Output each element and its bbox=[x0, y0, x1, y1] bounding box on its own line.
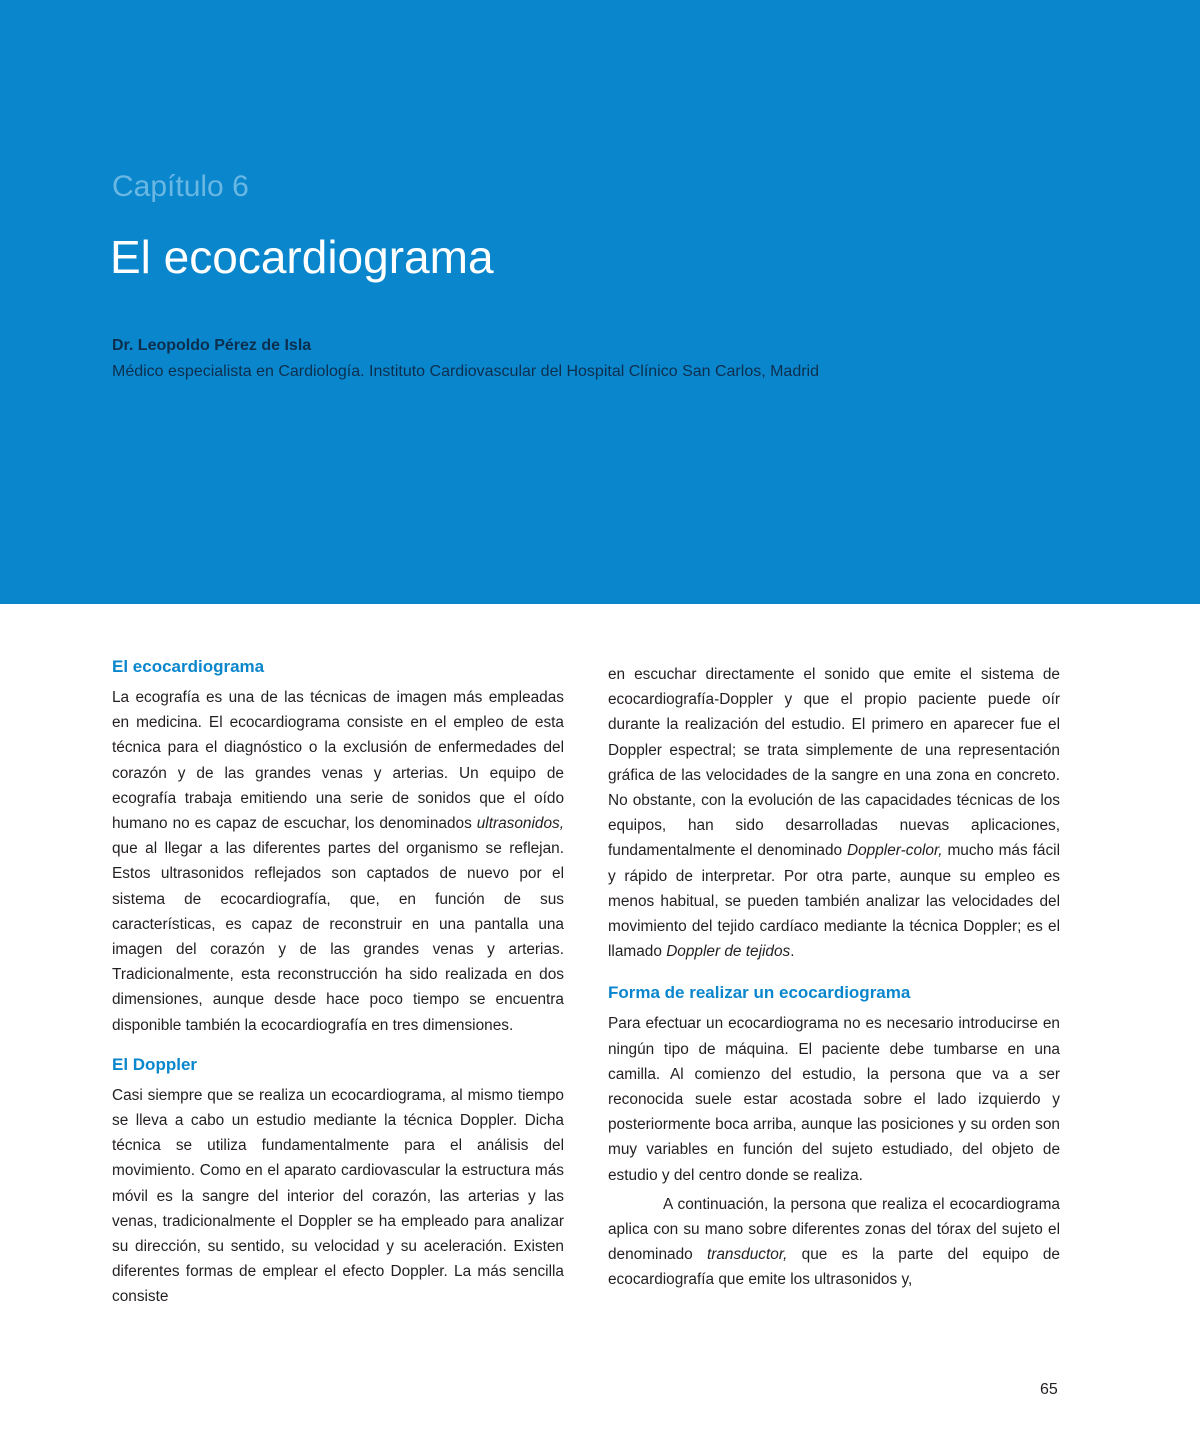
page-title: El ecocardiograma bbox=[110, 231, 494, 283]
author-name: Dr. Leopoldo Pérez de Isla bbox=[112, 337, 312, 354]
paragraph-forma-2: A continuación, la persona que realiza el ecocardiograma aplica con su mano sobre diferentes zonas del tórax del sujeto el denominado transductor, que es la parte del equipo de ecocardiografía que emite los ultrasonidos y, bbox=[608, 1195, 1060, 1289]
author-affiliation: Médico especialista en Cardiología. Instituto Cardiovascular del Hospital Clínico San Carlos, Madrid bbox=[112, 363, 820, 380]
section-heading-ecocardiograma: El ecocardiograma bbox=[112, 657, 265, 676]
paragraph-doppler-part2: en escuchar directamente el sonido que emite el sistema de ecocardiografía-Doppler y que el propio paciente puede oír durante la realización del estudio. El primero en aparecer fue el Doppler espectral; se trata simplemente de una representación gráfica de las velocidades de la sangre en una zona en concreto. No obstante, con la evolución de las capacidades técnicas de los equipos, han sido desarrolladas nuevas aplicaciones, fundamentalmente el denominado Doppler-color, mucho más fácil y rápido de interpretar. Por otra parte, aunque su empleo es menos habitual, se pueden también analizar las velocidades del movimiento del tejido cardíaco mediante la técnica Doppler; es el llamado Doppler de tejidos. bbox=[608, 666, 1060, 961]
chapter-banner bbox=[0, 0, 1200, 604]
right-column bbox=[608, 662, 1060, 1293]
section-heading-forma: Forma de realizar un ecocardiograma bbox=[608, 983, 911, 1003]
paragraph-forma-1: Para efectuar un ecocardiograma no es necesario introducirse en ningún tipo de máquina. El paciente debe tumbarse en una camilla. Al comienzo del estudio, la persona que va a ser reconocida suele estar acostada sobre el lado izquierdo y posteriormente boca arriba, aunque las posiciones y su orden son muy variables en función del sujeto estudiado, del objeto de estudio y del centro donde se realiza. bbox=[608, 1015, 1060, 1184]
paragraph-ecocardiograma: La ecografía es una de las técnicas de imagen más empleadas en medicina. El ecocardiograma consiste en el empleo de esta técnica para el diagnóstico o la exclusión de enfermedades del corazón y de las grandes venas y arterias. Un equipo de ecografía trabaja emitiendo una serie de sonidos que el oído humano no es capaz de escuchar, los denominados ultrasonidos, que al llegar a las diferentes partes del organismo se reflejan. Estos ultrasonidos reflejados son captados de nuevo por el sistema de ecocardiografía, que, en función de sus características, es capaz de reconstruir en una pantalla una imagen del corazón y de las grandes venas y arterias. Tradicionalmente, esta reconstrucción ha sido realizada en dos dimensiones, aunque desde hace poco tiempo se encuentra disponible también la ecocardiografía en tres dimensiones. bbox=[112, 689, 564, 1034]
section-heading-doppler: El Doppler bbox=[112, 1054, 198, 1074]
paragraph-doppler-part1: Casi siempre que se realiza un ecocardiograma, al mismo tiempo se lleva a cabo un estudio mediante la técnica Doppler. Dicha técnica se utiliza fundamentalmente para el análisis del movimiento. Como en el aparato cardiovascular la estructura más móvil es la sangre del interior del corazón, las arterias y las venas, tradicionalmente el Doppler se ha empleado para analizar su dirección, su sentido, su velocidad y su aceleración. Existen diferentes formas de emplear el efecto Doppler. La más sencilla consiste bbox=[112, 1086, 564, 1306]
chapter-label: Capítulo 6 bbox=[112, 170, 249, 203]
left-column bbox=[112, 654, 564, 1310]
page-number: 65 bbox=[1040, 1381, 1058, 1398]
